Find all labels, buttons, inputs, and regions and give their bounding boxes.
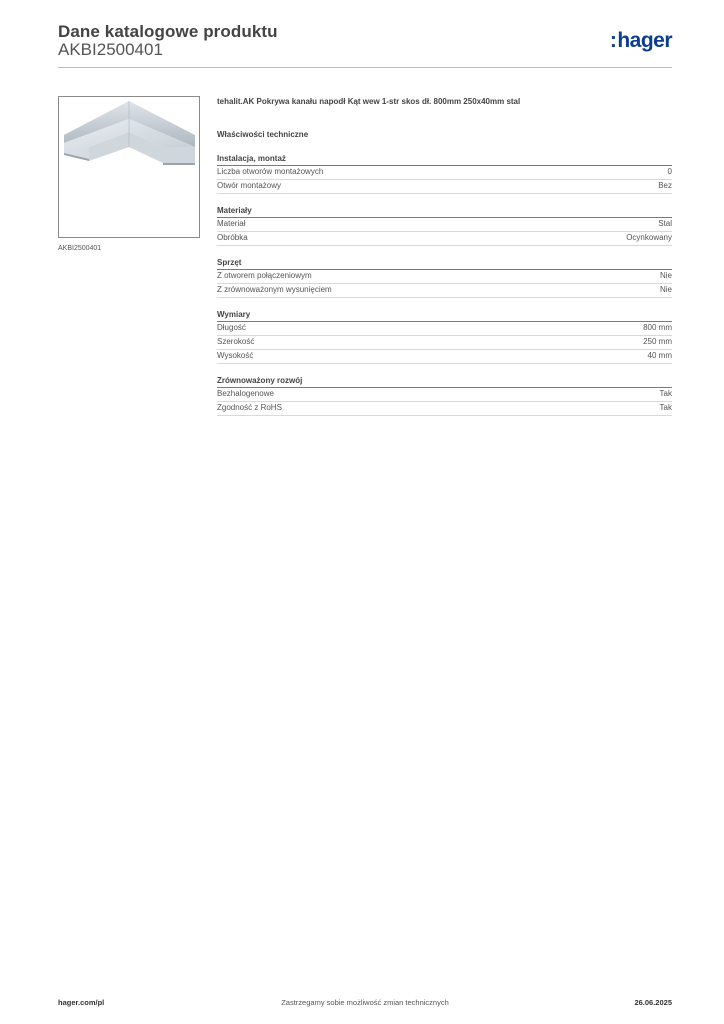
group-title: Sprzęt bbox=[217, 258, 672, 270]
property-row bbox=[217, 350, 672, 364]
property-label: Liczba otworów montażowych bbox=[217, 167, 324, 176]
property-value: Nie bbox=[659, 271, 672, 280]
footer-date: 26.06.2025 bbox=[634, 998, 672, 1007]
page-title: Dane katalogowe produktu bbox=[58, 22, 278, 41]
property-row bbox=[217, 322, 672, 336]
group-title: Wymiary bbox=[217, 310, 672, 322]
tech-properties-heading: Właściwości techniczne bbox=[217, 130, 309, 139]
product-description: tehalit.AK Pokrywa kanału napodł Kąt wew 1-str skos dł. 800mm 250x40mm stal bbox=[217, 97, 521, 106]
group-title: Materiały bbox=[217, 206, 672, 218]
property-row bbox=[217, 180, 672, 194]
property-label: Długość bbox=[217, 323, 246, 332]
image-caption: AKBI2500401 bbox=[58, 245, 102, 252]
property-label: Bezhalogenowe bbox=[217, 389, 274, 398]
footer-website-link[interactable]: hager.com/pl bbox=[58, 998, 105, 1007]
property-value: 40 mm bbox=[647, 351, 672, 360]
property-group bbox=[217, 376, 672, 416]
property-value: Bez bbox=[658, 181, 672, 190]
property-row bbox=[217, 388, 672, 402]
logo-text: hager bbox=[617, 29, 672, 52]
logo-dots-icon: : bbox=[609, 29, 617, 52]
property-value: Tak bbox=[659, 389, 672, 398]
property-label: Zgodność z RoHS bbox=[217, 403, 282, 412]
product-code: AKBI2500401 bbox=[58, 40, 163, 59]
property-value: Nie bbox=[659, 285, 672, 294]
product-image-frame bbox=[58, 96, 200, 238]
property-value: 800 mm bbox=[643, 323, 672, 332]
group-title: Instalacja, montaż bbox=[217, 154, 672, 166]
property-label: Otwór montażowy bbox=[217, 181, 282, 190]
page-header bbox=[58, 20, 672, 68]
property-row bbox=[217, 232, 672, 246]
header-divider bbox=[58, 67, 672, 68]
property-value: 250 mm bbox=[643, 337, 672, 346]
property-value: Tak bbox=[659, 403, 672, 412]
cable-duct-corner-cover-image bbox=[59, 97, 199, 237]
property-row bbox=[217, 336, 672, 350]
property-value: Stal bbox=[658, 219, 672, 228]
property-row bbox=[217, 218, 672, 232]
footer-notice: Zastrzegamy sobie możliwość zmian technicznych bbox=[281, 998, 449, 1007]
property-label: Materiał bbox=[217, 219, 246, 228]
product-details bbox=[217, 97, 672, 416]
property-groups bbox=[217, 154, 672, 416]
property-row bbox=[217, 402, 672, 416]
property-value: 0 bbox=[667, 167, 672, 176]
property-row bbox=[217, 166, 672, 180]
property-label: Z zrównoważonym wysunięciem bbox=[217, 285, 332, 294]
property-row bbox=[217, 284, 672, 298]
property-group bbox=[217, 206, 672, 246]
property-group bbox=[217, 258, 672, 298]
property-label: Obróbka bbox=[217, 233, 248, 242]
property-group bbox=[217, 154, 672, 194]
property-row bbox=[217, 270, 672, 284]
property-label: Z otworem połączeniowym bbox=[217, 271, 312, 280]
property-label: Szerokość bbox=[217, 337, 255, 346]
group-title: Zrównoważony rozwój bbox=[217, 376, 672, 388]
property-value: Ocynkowany bbox=[626, 233, 672, 242]
property-group bbox=[217, 310, 672, 364]
hager-logo[interactable] bbox=[610, 29, 672, 53]
property-label: Wysokość bbox=[217, 351, 254, 360]
